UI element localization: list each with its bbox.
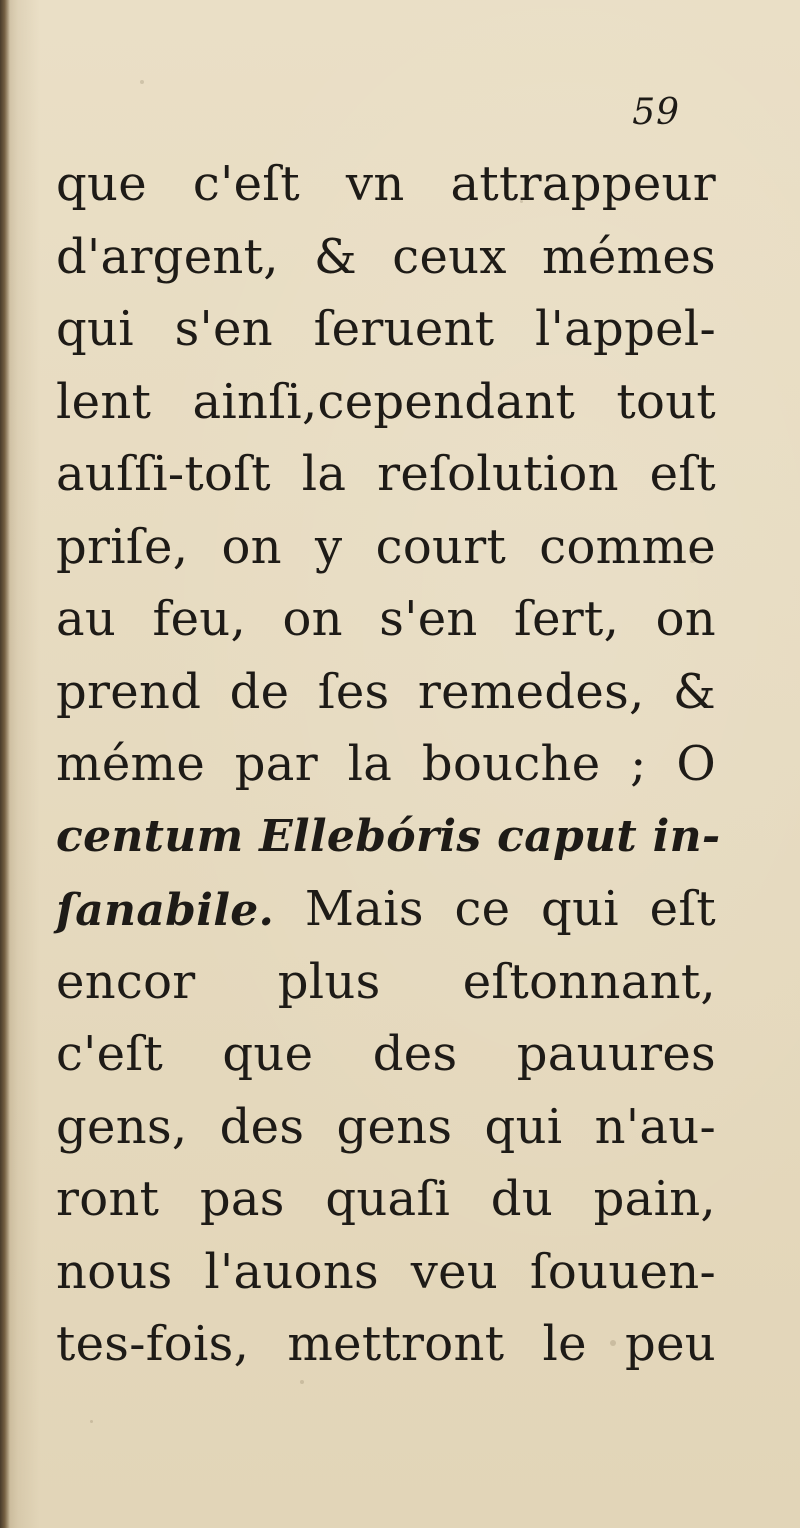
- paper-speckle: [300, 1380, 304, 1384]
- text-line: auſſi-toſt la reſolution eſt: [56, 446, 716, 502]
- text-line: prend de ſes remedes, &: [56, 663, 716, 720]
- text-line: ront pas quaſi du pain,: [56, 1171, 716, 1227]
- text-line: au feu, on s'en ſert, on: [56, 591, 716, 647]
- text-line: priſe, on y court comme: [56, 518, 716, 575]
- text-line: d'argent, & ceux mémes: [56, 228, 716, 285]
- text-line: nous l'auons veu ſouuen-: [56, 1243, 716, 1300]
- text-line: que c'eſt vn attrappeur: [56, 156, 716, 212]
- roman-text-segment: Mais ce qui eſt: [274, 881, 716, 937]
- text-line: lent ainſi,cependant tout: [56, 373, 716, 430]
- text-line: méme par la bouche ; O: [56, 736, 716, 792]
- mixed-text-line: [56, 873, 716, 946]
- text-line: gens, des gens qui n'au-: [56, 1098, 716, 1155]
- text-line: c'eſt que des pauures: [56, 1026, 716, 1082]
- spine-shadow: [0, 0, 10, 1528]
- text-line: qui s'en ſeruent l'appel-: [56, 301, 716, 357]
- paper-speckle: [140, 80, 144, 84]
- body-text: [56, 148, 721, 1381]
- latin-text-segment: ſanabile.: [56, 885, 275, 936]
- page-number: 59: [632, 92, 680, 133]
- text-line: encor plus eſtonnant,: [56, 953, 716, 1010]
- latin-text-line: centum Ellebóris caput in-: [56, 810, 721, 862]
- paper-speckle: [90, 1420, 93, 1423]
- text-line: tes-fois, mettront le peu: [56, 1316, 716, 1372]
